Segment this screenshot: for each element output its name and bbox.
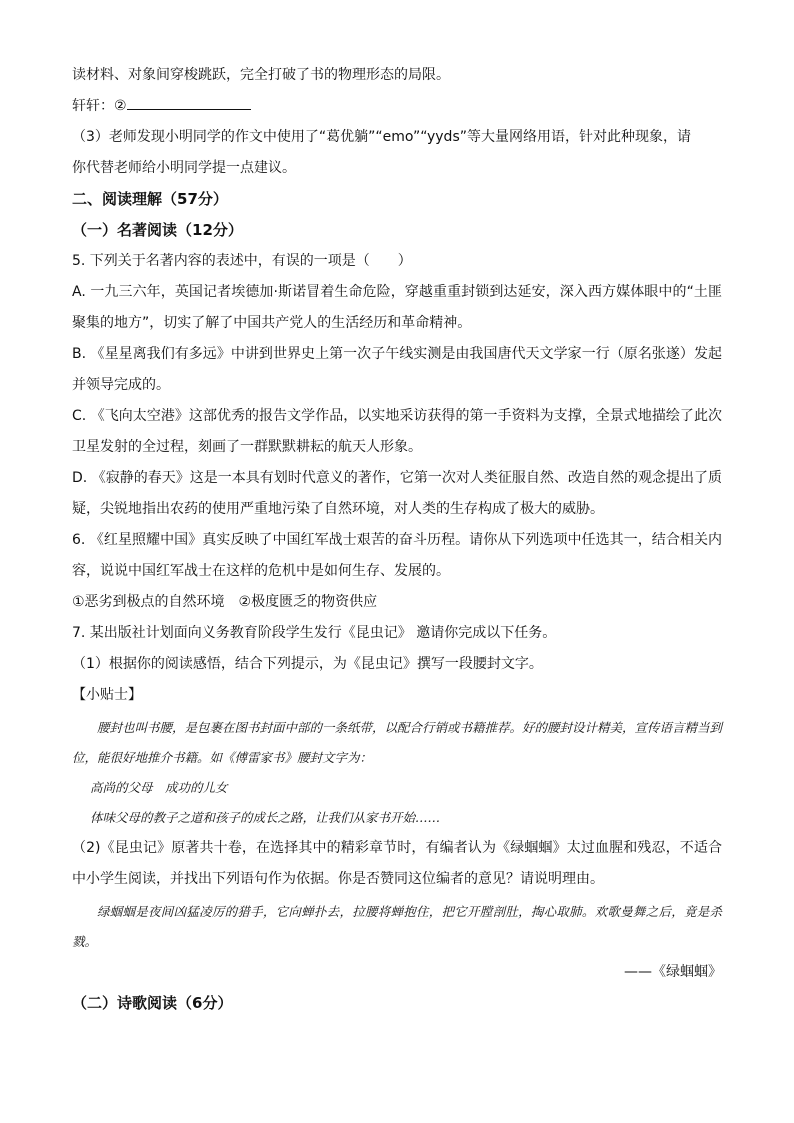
quote-source: ——《绿蝈蝈》: [624, 964, 722, 980]
question-5-stem: 5. 下列关于名著内容的表述中，有误的一项是（ ）: [72, 253, 412, 269]
question-5-option-c: C. 《飞向太空港》这部优秀的报告文学作品，以实地采访获得的第一手资料为支撑，全景式地描绘了此次卫星发射的全过程，刻画了一群默默耕耘的航天人形象。: [72, 408, 722, 455]
text-line-reading: 读材料、对象间穿梭跳跃，完全打破了书的物理形态的局限。: [72, 67, 450, 83]
subsection-2-title: （二）诗歌阅读（6分）: [72, 994, 233, 1012]
question-6-options: ①恶劣到极点的自然环境 ②极度匮乏的物资供应: [72, 594, 378, 610]
tip-paragraph-2: 高尚的父母 成功的儿女: [90, 780, 228, 795]
section-2-title: 二、阅读理解（57分）: [72, 190, 228, 208]
question-6-stem: 6. 《红星照耀中国》真实反映了中国红军战士艰苦的奋斗历程。请你从下列选项中任选其一，结合相关内容，说说中国红军战士在这样的危机中是如何生存、发展的。: [72, 532, 722, 579]
question-5-option-a: A. 一九三六年，英国记者埃德加·斯诺冒着生命危险，穿越重重封锁到达延安，深入西方媒体眼中的“土匪聚集的地方”，切实了解了中国共产党人的生活经历和革命精神。: [72, 284, 722, 331]
tip-title: 【小贴士】: [72, 687, 142, 703]
tip-paragraph-3: 体味父母的教子之道和孩子的成长之路，让我们从家书开始……: [90, 810, 441, 825]
question-5-option-b: B. 《星星离我们有多远》中讲到世界史上第一次子午线实测是由我国唐代天文学家一行（原名张遂）发起并领导完成的。: [72, 346, 722, 393]
document-page: [72, 60, 722, 1019]
quote-paragraph: 绿蝈蝈是夜间凶猛凌厉的猎手，它向蝉扑去，拉腰将蝉抱住，把它开膛剖肚，掏心取肺。欢歌曼舞之后，竟是杀戮。: [72, 904, 722, 949]
tip-paragraph-1: 腰封也叫书腰，是包裹在图书封面中部的一条纸带，以配合行销或书籍推荐。好的腰封设计精美，宣传语言精当到位，能很好地推介书籍。如《傅雷家书》腰封文字为：: [72, 720, 723, 765]
subsection-1-title: （一）名著阅读（12分）: [72, 221, 243, 239]
xuanxuan-label: 轩轩：②: [72, 98, 127, 114]
question-3-line-2: 你代替老师给小明同学提一点建议。: [72, 160, 296, 176]
question-7-part-1: （1）根据你的阅读感悟，结合下列提示，为《昆虫记》撰写一段腰封文字。: [72, 656, 543, 672]
question-5-option-d: D. 《寂静的春天》这是一本具有划时代意义的著作，它第一次对人类征服自然、改造自然的观念提出了质疑，尖锐地指出农药的使用严重地污染了自然环境，对人类的生存构成了极大的威胁。: [72, 470, 722, 517]
answer-blank[interactable]: [127, 95, 251, 110]
text-line-xuanxuan: [72, 91, 722, 122]
question-3-line-1: （3）老师发现小明同学的作文中使用了“葛优躺”“emo”“yyds”等大量网络用语，针对此种现象，请: [72, 129, 691, 145]
question-7-stem: 7. 某出版社计划面向义务教育阶段学生发行《昆虫记》 邀请你完成以下任务。: [72, 625, 557, 641]
question-7-part-2: （2)《昆虫记》原著共十卷，在选择其中的精彩章节时，有编者认为《绿蝈蝈》太过血腥和残忍，不适合中小学生阅读，并找出下列语句作为依据。你是否赞同这位编者的意见？请说明理由。: [72, 840, 722, 887]
